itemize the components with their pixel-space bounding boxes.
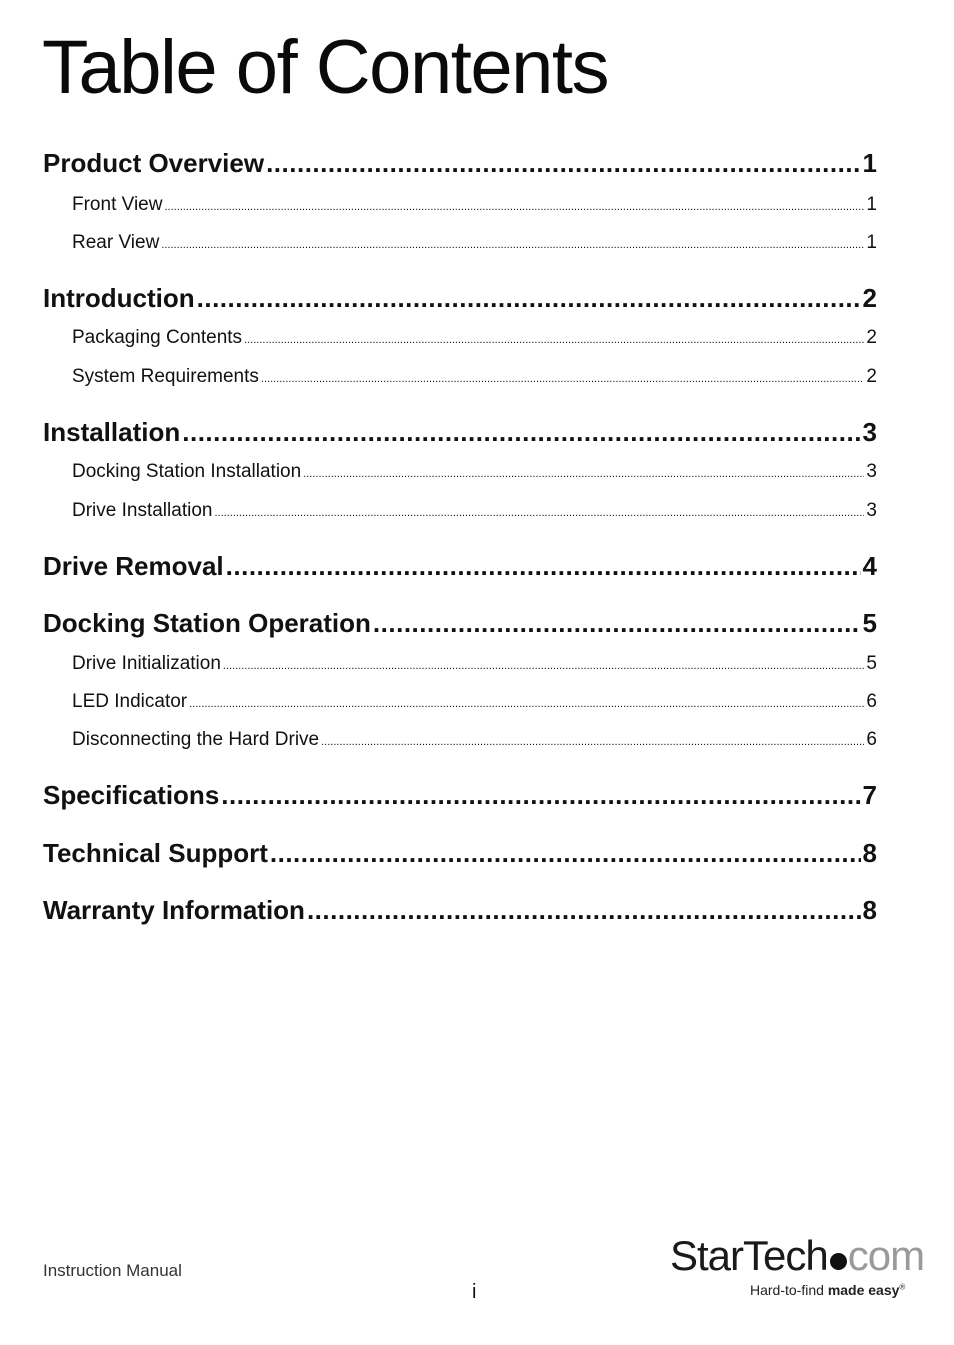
toc-entry[interactable]	[43, 283, 877, 314]
leader-dots	[197, 283, 861, 314]
toc-entry-page: 5	[866, 653, 877, 674]
leader-dots	[261, 366, 865, 388]
logo-wordmark	[670, 1232, 924, 1280]
logo-brand-suffix: com	[847, 1232, 925, 1279]
logo-tagline-part1: Hard-to-find	[750, 1282, 824, 1298]
logo-tagline	[750, 1282, 905, 1298]
leader-dots	[303, 461, 864, 483]
toc-entry-page: 3	[866, 461, 877, 482]
toc-entry-page: 1	[862, 148, 877, 178]
toc-entry-label: Docking Station Operation	[43, 608, 371, 638]
logo-tagline-part2: made easy	[827, 1282, 900, 1298]
toc-entry-label: System Requirements	[72, 366, 259, 387]
page-title: Table of Contents	[42, 25, 608, 110]
toc-entry-label: Rear View	[72, 232, 160, 253]
toc-entry-label: Introduction	[43, 283, 195, 313]
logo-dot-icon	[830, 1253, 847, 1270]
leader-dots	[270, 838, 861, 869]
toc-entry[interactable]	[43, 653, 877, 675]
leader-dots	[182, 417, 860, 448]
leader-dots	[321, 729, 864, 751]
leader-dots	[164, 194, 864, 216]
toc-entry-page: 4	[862, 551, 877, 581]
toc-entry-page: 7	[862, 780, 877, 810]
toc-entry-label: Disconnecting the Hard Drive	[72, 729, 320, 750]
leader-dots	[223, 653, 865, 675]
leader-dots	[373, 608, 861, 639]
toc-entry-page: 1	[866, 232, 877, 253]
toc-entry[interactable]	[43, 232, 877, 254]
toc-entry-page: 2	[866, 366, 877, 387]
toc-entry[interactable]	[43, 194, 877, 216]
toc-entry-label: Warranty Information	[43, 895, 305, 925]
leader-dots	[214, 500, 864, 522]
toc-entry-page: 6	[866, 691, 877, 712]
leader-dots	[189, 691, 864, 713]
toc-entry-page: 1	[866, 194, 877, 215]
toc-entry-label: Drive Installation	[72, 500, 213, 521]
toc-entry-label: Specifications	[43, 780, 220, 810]
toc-entry[interactable]	[43, 327, 877, 349]
leader-dots	[307, 895, 861, 926]
registered-mark: ®	[899, 1282, 906, 1292]
toc-entry-page: 3	[862, 417, 877, 447]
toc-entry-label: Drive Initialization	[72, 653, 221, 674]
toc-entry-page: 5	[862, 608, 877, 638]
toc-entry-page: 6	[866, 729, 877, 750]
toc-entry-label: Drive Removal	[43, 551, 224, 581]
toc-entry[interactable]	[43, 417, 877, 448]
toc-entry[interactable]	[43, 366, 877, 388]
logo-brand-name: StarTech	[670, 1232, 828, 1279]
toc-entry-page: 2	[866, 327, 877, 348]
toc-entry-label: LED Indicator	[72, 691, 188, 712]
toc-entry[interactable]	[43, 461, 877, 483]
leader-dots	[244, 327, 864, 349]
toc-entry-label: Technical Support	[43, 838, 268, 868]
startech-logo	[670, 1232, 925, 1302]
toc-entry[interactable]	[43, 729, 877, 751]
toc-entry-label: Packaging Contents	[72, 327, 243, 348]
toc-entry[interactable]	[43, 895, 877, 926]
footer-page-number: i	[472, 1281, 477, 1303]
toc-entry-page: 2	[862, 283, 877, 313]
leader-dots	[266, 148, 860, 179]
toc-entry-page: 8	[862, 838, 877, 868]
leader-dots	[226, 551, 861, 582]
leader-dots	[161, 232, 864, 254]
toc-entry[interactable]	[43, 608, 877, 639]
toc-entry[interactable]	[43, 551, 877, 582]
toc-entry[interactable]	[43, 148, 877, 179]
leader-dots	[221, 780, 860, 811]
toc-entry-label: Installation	[43, 417, 181, 447]
toc-entry-page: 3	[866, 500, 877, 521]
toc-entry-label: Front View	[72, 194, 163, 215]
toc-entry-label: Product Overview	[43, 148, 265, 178]
toc-entry[interactable]	[43, 691, 877, 713]
footer-manual-label: Instruction Manual	[43, 1261, 182, 1280]
toc-entry-label: Docking Station Installation	[72, 461, 302, 482]
toc-entry[interactable]	[43, 500, 877, 522]
toc-entry[interactable]	[43, 838, 877, 869]
toc-entry[interactable]	[43, 780, 877, 811]
toc-entry-page: 8	[862, 895, 877, 925]
